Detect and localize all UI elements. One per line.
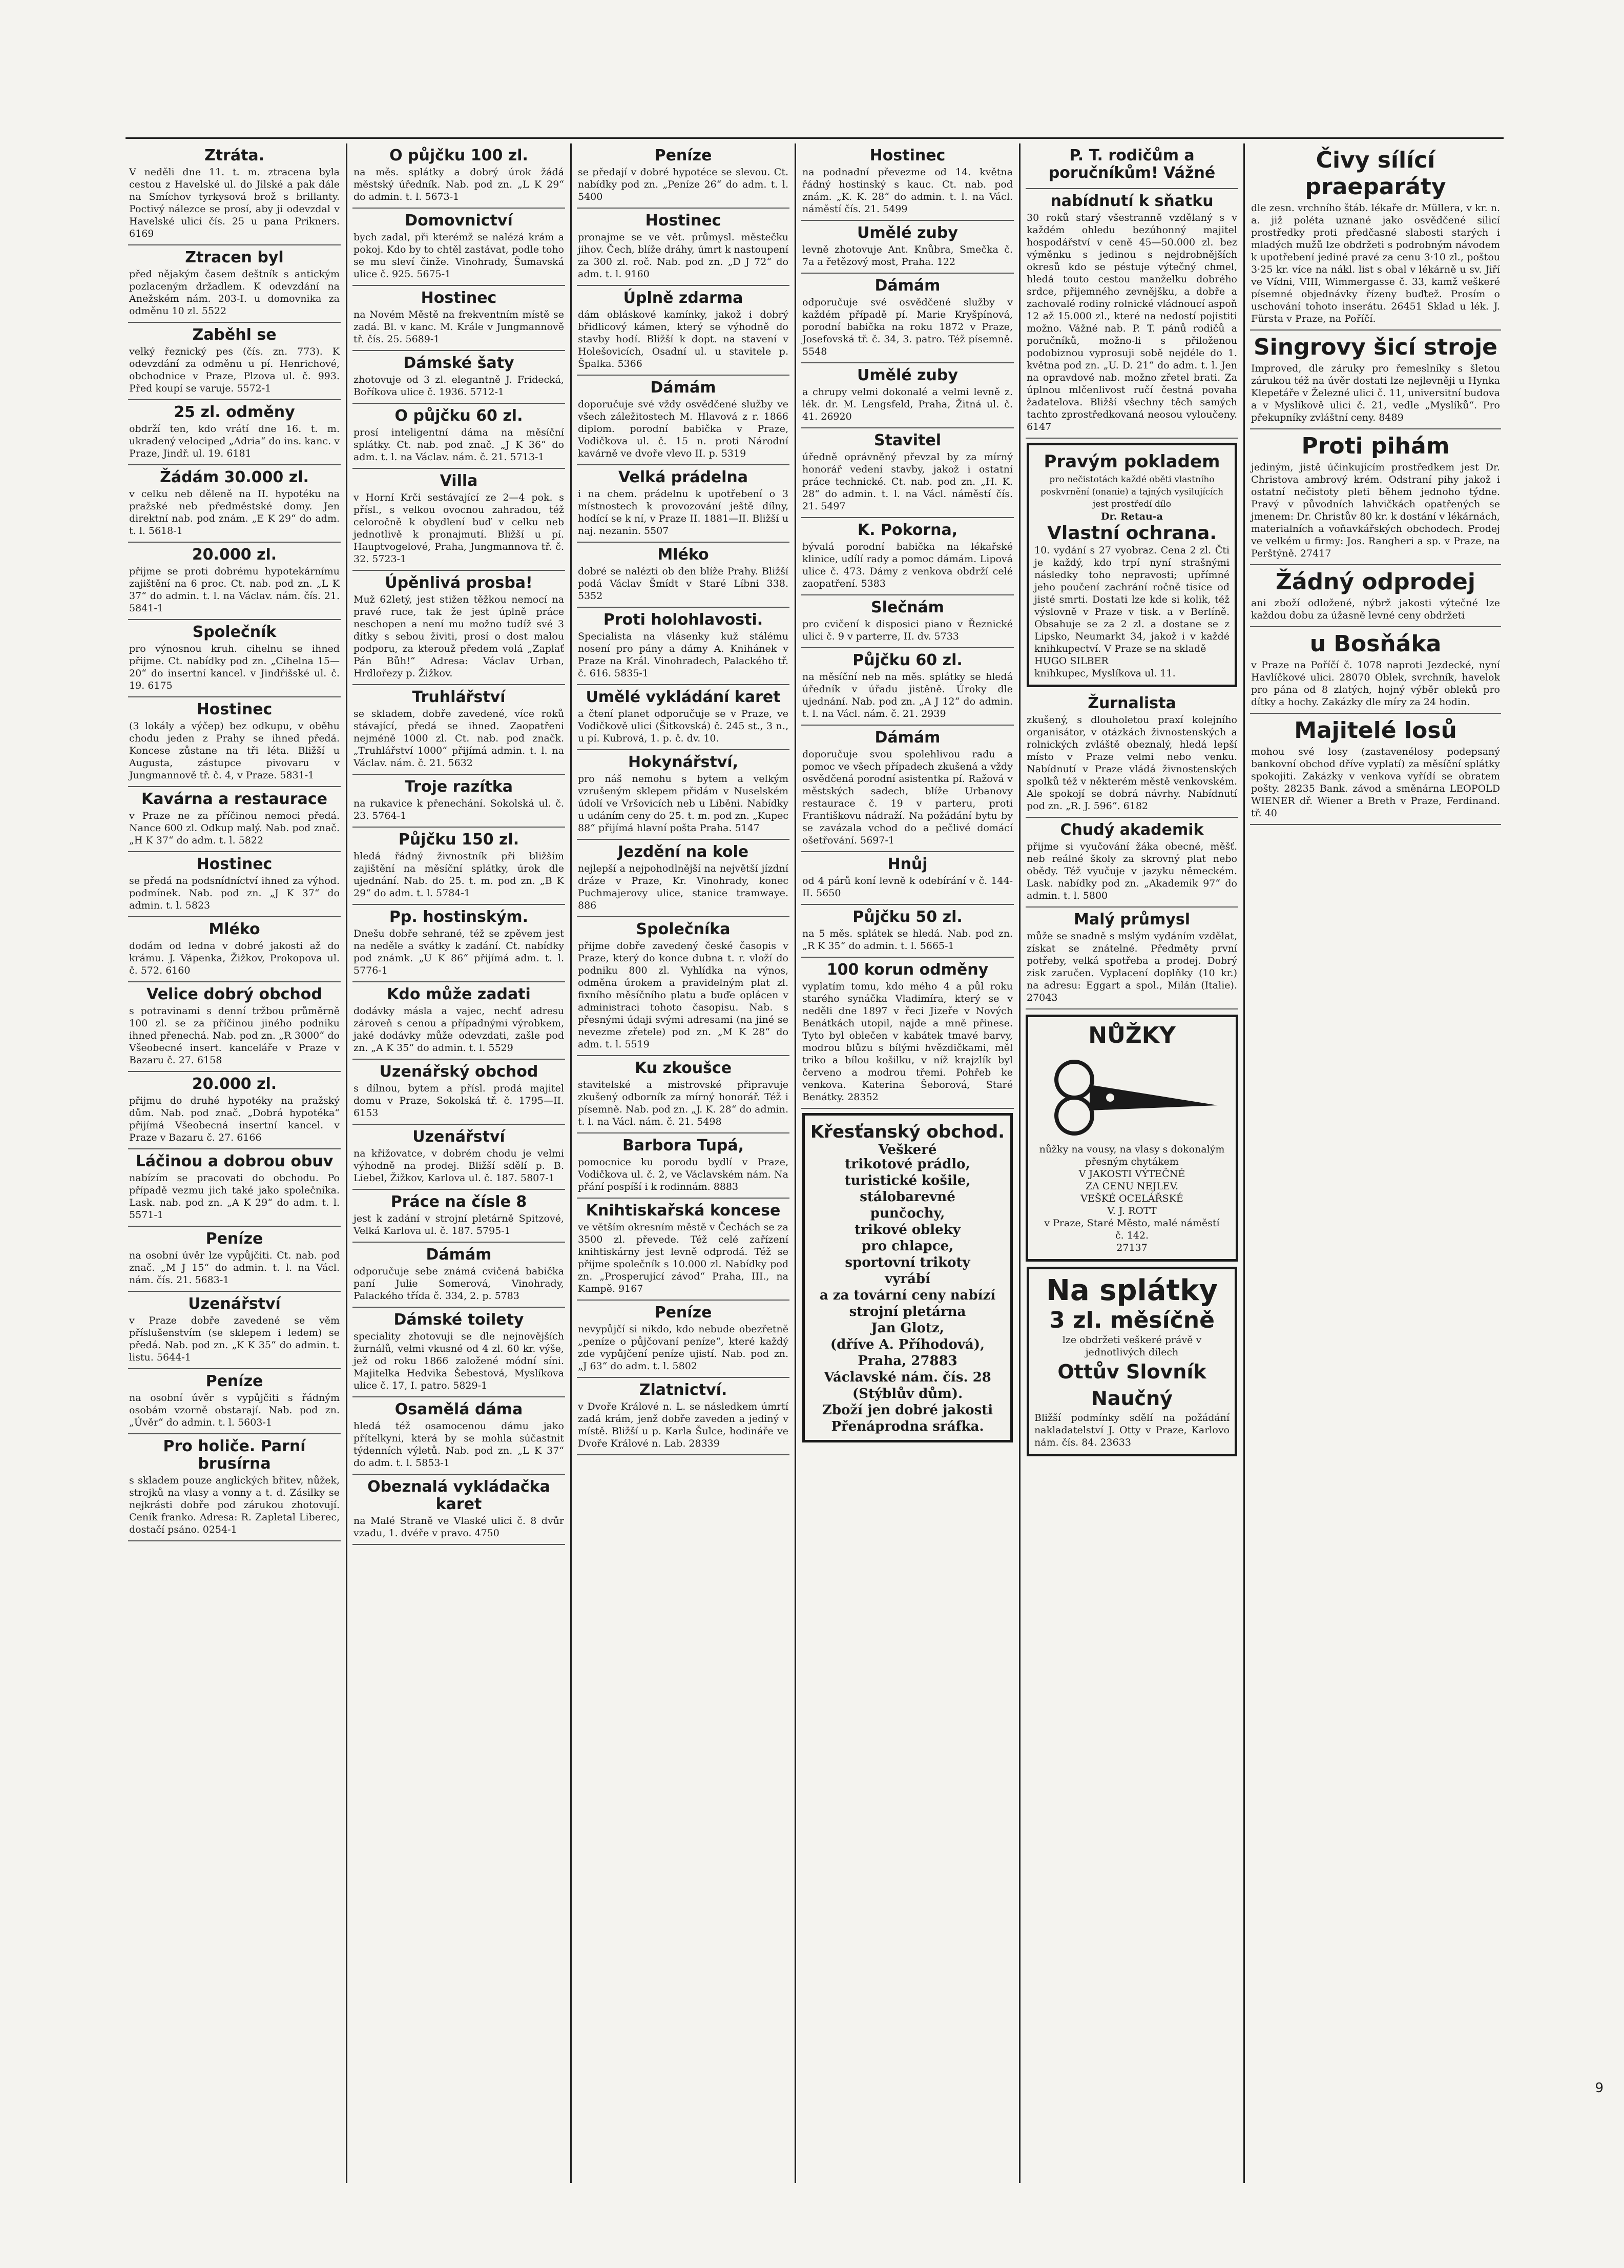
ochrana-headline: Pravým pokladem (1044, 451, 1220, 472)
ad-headline: Knihtiskařská koncese (586, 1202, 781, 1220)
ad-headline: Malý průmysl (1074, 911, 1190, 929)
ad-body: na Malé Straně ve Vlaské ulici č. 8 dvůr vzadu, 1. dvéře v pravo. 4750 (353, 1515, 564, 1539)
ad-body: zhotovuje od 3 zl. elegantně J. Fridecká, Boříkova ulice č. 1936. 5712-1 (353, 374, 564, 398)
ad-body: před nějakým časem deštník s antickým pozlaceným držadlem. K odevzdání na Anežském nám. 203-I. u domovnika za odměnu 10 zl. 5522 (129, 269, 340, 317)
classified-ad (128, 323, 341, 400)
column-5 (1021, 143, 1245, 2183)
ad-body: dodávky másla a vajec, nechť adresu zároveň s cenou a případnými výrobkem, jaké dodávky může odevzdati, zašle pod zn. „A K 35“ do admin. t. l. 5529 (353, 1005, 564, 1054)
ad-body: bývalá porodní babička na lékařské klinice, udílí rady a pomoc dámám. Lipová ulice č. 473. Dámy z venkova obdrží celé zaopatření. 5383 (802, 541, 1013, 589)
ad-body: se předá na podsnídníctví ihned za výhod. podmínek. Nab. pod zn. „J K 37“ do admin. t. l. 5823 (129, 875, 340, 911)
classified-ad (1250, 429, 1501, 565)
ad-body: na osobní úvěr lze vypůjčiti. Ct. nab. pod znač. „M J 15“ do admin. t. l. na Václ. nám. čís. 21. 5683-1 (129, 1250, 340, 1286)
jan-glotz-ad (802, 1113, 1013, 1442)
classified-ad (128, 917, 341, 982)
ad-headline: Uzenářství (412, 1128, 505, 1146)
ad-line: Jan Glotz, (871, 1321, 944, 1336)
ad-headline: Dámám (875, 277, 941, 295)
ad-line: V JAKOSTI VÝTEČNÉ (1078, 1168, 1185, 1180)
ad-headline: Troje razítka (405, 778, 513, 796)
ad-headline: 20.000 zl. (192, 546, 277, 564)
splatky-headline: Na splátky (1046, 1274, 1218, 1307)
ad-headline: Dámám (875, 729, 941, 747)
ad-headline: Hostinec (421, 289, 497, 307)
ad-headline: Ztracen byl (185, 249, 284, 266)
ad-headline: Hokynářství, (628, 753, 739, 771)
ad-body: na měs. splátky a dobrý úrok žádá městský úředník. Nab. pod zn. „L K 29“ do admin. t. l. 5673-1 (353, 167, 564, 202)
classified-ad (577, 840, 789, 917)
ad-body: s skladem pouze anglických břitev, nůžek, strojků na vlasy a vonny a t. d. Zásilky se nejkrásti dobře pod zárukou zhotovují. Ceník franko. Adresa: R. Zapletal Liberec, dostačí psáno. 0254-1 (129, 1475, 340, 1535)
ad-line: Praha, 27883 (858, 1353, 957, 1369)
classified-ad (352, 143, 565, 209)
ad-body: pomocnice ku porodu bydlí v Praze, Vodičkova ul. č. 2, ve Václavském nám. Na přání pospíší i k rodinnám. 8883 (578, 1157, 788, 1192)
ad-body: pronajme se ve vět. průmysl. městečku jihov. Čech, blíže dráhy, úmrt k nastoupení za 300 zl. roč. Nab. pod zn. „D J 72“ do adm. t. l. 9160 (578, 232, 788, 280)
ad-headline: Láčinou a dobrou obuv (135, 1152, 334, 1170)
ad-line: 27137 (1116, 1242, 1148, 1253)
classified-ad (801, 274, 1014, 363)
ad-body: levně zhotovuje Ant. Knůbra, Smečka č. 7a a řetězový most, Praha. 122 (802, 244, 1013, 267)
classified-ad (128, 143, 341, 245)
ad-body: V neděli dne 11. t. m. ztracena byla cestou z Havelské ul. do Jilské a pak dále na Smíchov tyrkysová brož s brillanty. Poctivý nálezce se prosí, aby ji odevzdal v Havelské ulici čís. 25 u pana Prikners. 6169 (129, 167, 340, 239)
ad-body: doporučuje své vždy osvědčené služby ve všech záležitostech M. Hlavová z r. 1866 diplom. porodní babička v Praze, Vodičkova ul. č. 15 n. proti Národní kavárně ve dvoře vlevo II. p. 5319 (578, 399, 788, 459)
classified-ad (352, 1475, 565, 1545)
ad-body: v celku neb děleně na II. hypotéku na pražské neb předměstské domy. Jen direktní nab. pod znám. „E K 29“ do adm. t. l. 5618-1 (129, 488, 340, 537)
classified-ad (352, 828, 565, 905)
ad-headline: Dámské šaty (403, 354, 514, 372)
ad-headline: Majitelé losů (1294, 717, 1457, 744)
classified-ad (577, 750, 789, 840)
ad-headline: Zlatnictví. (639, 1381, 727, 1399)
ad-headline: O půjčku 60 zl. (394, 407, 523, 425)
ad-line: turistické košile, (844, 1173, 971, 1188)
column-4 (796, 143, 1021, 2183)
classified-ad (577, 1301, 789, 1378)
classified-ad (1026, 818, 1238, 908)
ad-body: od 4 párů koní levně k odebírání v č. 144-II. 5650 (802, 875, 1013, 899)
ad-body: jest k zadání v strojní pletárně Spitzové, Velká Karlova ul. č. 187. 5795-1 (353, 1213, 564, 1236)
classified-ad (577, 1133, 789, 1199)
ad-line: a za tovární ceny nabízí (819, 1288, 996, 1303)
classified-ad (801, 363, 1014, 428)
ad-headline: Umělé zuby (857, 366, 958, 384)
classified-ad (801, 852, 1014, 905)
ad-body: Dnešu dobře sehrané, též se zpěvem jest na neděle a svátky k zadání. Ct. nabídky pod známk. „U K 86“ přijímá adm. t. l. 5776-1 (353, 928, 564, 976)
ad-line: (dříve A. Příhodová), (830, 1337, 985, 1352)
classified-ad (128, 1292, 341, 1369)
ad-line: (Stýblův dům). (852, 1386, 963, 1401)
ad-headline: Peníze (654, 1304, 712, 1322)
ad-body: obdrží ten, kdo vrátí dne 16. t. m. ukradený velociped „Adria“ do ins. kanc. v Praze, Jindř. ul. 19. 6181 (129, 423, 340, 459)
ad-line: Zboží jen dobré jakosti (822, 1403, 993, 1418)
ad-body: na osobní úvěr s vypůjčiti s řádným osobám vzorně obstarají. Nab. pod zn. „Úvěr“ do admin. t. l. 5603-1 (129, 1392, 340, 1428)
ad-body: pro výnosnou kruh. cihelnu se ihned přijme. Ct. nabídky pod zn. „Cihelna 15—20“ do insertní kancel. v Jindřišské ul. č. 19. 6175 (129, 643, 340, 691)
ad-headline: Barbora Tupá, (622, 1137, 744, 1154)
ad-line: ZA CENU NEJLEV. (1085, 1181, 1179, 1192)
ad-headline: Obeznalá vykládačka karet (367, 1478, 550, 1513)
ad-headline: Mléko (657, 546, 709, 564)
ad-headline: Velice dobrý obchod (147, 985, 322, 1003)
ad-line: č. 142. (1115, 1230, 1149, 1241)
ad-headline: 25 zl. odměny (174, 403, 295, 421)
ad-body: na podnadní převezme od 14. května řádný hostinský s kauc. Ct. nab. pod znám. „K. K. 28“ do admin. t. l. na Václ. náměstí čís. 21. 5499 (802, 167, 1013, 215)
ad-line: punčochy, (870, 1206, 945, 1221)
ad-body: ve větším okresním městě v Čechách se za 3500 zl. převede. Též celé zařízení knihtiskárny jest levně odprodá. Též se přijme společník s 10.000 zl. Nabídky pod zn. „Prosperující závod“ Praha, III., na Kampě. 9167 (578, 1222, 788, 1294)
classified-ad (128, 1149, 341, 1227)
ad-headline: Umělé vykládání karet (586, 688, 781, 706)
ad-line: knihkupec, Myslíkova ul. 11. (1034, 668, 1176, 679)
ad-body: a chrupy velmi dokonalé a velmi levně z. lék. dr. M. Lengsfeld, Praha, Žitná ul. č. 41. 26920 (802, 386, 1013, 422)
classified-ad (577, 465, 789, 543)
vlastni-ochrana-ad (1027, 443, 1237, 687)
ad-headline: Uzenářský obchod (379, 1063, 538, 1081)
classified-ad (352, 1125, 565, 1190)
ad-headline: Společník (192, 623, 277, 641)
classified-ad (128, 400, 341, 465)
ad-headline: P. T. rodičům a poručníkům! Vážné (1048, 147, 1216, 182)
classified-ad (128, 543, 341, 620)
ad-headline: u Bosňáka (1309, 631, 1442, 657)
ad-body: i na chem. prádelnu k upotřebení o 3 místnostech k provozování ještě dílny, hodící se k ní, v Praze II. 1881—II. Bližší u naj. nezanin. 5507 (578, 488, 788, 537)
ad-headline: Žádný odprodej (1276, 569, 1475, 595)
ochrana-author: Dr. Retau-a (1101, 511, 1163, 522)
classified-ad (577, 917, 789, 1056)
column-1 (123, 143, 347, 2183)
ad-headline: O půjčku 100 zl. (389, 147, 528, 164)
ad-body: dodám od ledna v dobré jakosti až do krámu. J. Vápenka, Žižkov, Prokopova ul. č. 572. 6160 (129, 940, 340, 976)
ad-headline: Peníze (205, 1230, 263, 1248)
classified-ad (1026, 691, 1238, 818)
ad-body: v Praze na Poříčí č. 1078 naproti Jezdecké, nyní Havlíčkové ulici. 28070 Oblek, svrchník, havelok pro pána od 8 zlatých, hojný výběr obleků pro dítky a hochy. Zakázky dle míry za 24 hodin. (1251, 659, 1500, 708)
classified-ad (577, 143, 789, 209)
classified-ad (577, 286, 789, 376)
ad-body: mohou své losy (zastavenélosy podepsaný bankovní obchod dříve vyplatí) za měsíční splátky spokojiti. Zakázky v venkova vyřídí se obratem pošty. 28235 Bank. závod a směnárna LEOPOLD WIENER dř. Wiener a Breth v Praze, Ferdinand. tř. 40 (1251, 746, 1500, 819)
classified-ad (128, 1434, 341, 1541)
ad-headline: Společníka (636, 920, 731, 938)
classified-ad (577, 543, 789, 608)
classified-ad (128, 245, 341, 323)
classified-ad (577, 376, 789, 465)
ad-headline: Hostinec (869, 147, 946, 164)
ad-headline: Hostinec (196, 700, 273, 718)
ad-body: pro náš nemohu s bytem a velkým vzrušeným sklepem přidám v Nuselském údolí ve Vršovicích neb u Liběni. Nabídky u udáním ceny do 25. t. m. pod zn. „Kupec 88“ přijímá hlavní pošta Praha. 5147 (578, 773, 788, 834)
ad-body: a čtení planet odporučuje se v Praze, ve Vodičkově ulici (Šitkovská) č. 245 st., 3 n., u pí. Kubrová, 1. p. č. dv. 10. (578, 708, 788, 744)
ad-line: nůžky na vousy, na vlasy s dokonalým přesným chytákem (1039, 1144, 1225, 1167)
ad-headline: Velká prádelna (618, 468, 748, 486)
ad-headline: Úpěnlivá prosba! (385, 574, 533, 592)
classified-ad (577, 1199, 789, 1301)
ad-headline: Pro holiče. Parní brusírna (163, 1437, 306, 1473)
ad-headline: 100 korun odměny (826, 961, 989, 979)
ad-body: hledá řádný živnostník při bližším zajištění na měsíční splátky, úrok dle ujednání. Nab. do 25. t. m. pod zn. „B K 29“ do adm. t. l. 5784-1 (353, 851, 564, 899)
ad-headline: 20.000 zl. (192, 1075, 277, 1093)
ad-body: doporučuje svou spolehlivou radu a pomoc ve všech případech zkušená a vždy osvědčená porodní asistentka pí. Ražová v městských sadech, blíže Urbanovy restaurace č. 19 v parteru, proti Františkovu nádraží. Na požádání bytu by se zavázala vchod do a pečlivé domácí ošetřování. 5697-1 (802, 749, 1013, 846)
ad-body: nevypůjčí si nikdo, kdo nebude obezřetně „peníze o půjčovaní peníze“, které každý zde vypůjčení peníze ujistí. Nab. pod zn. „J 63“ do adm. t. l. 5802 (578, 1324, 788, 1372)
ad-headline: Peníze (205, 1372, 263, 1390)
glotz-sub: Veškeré (878, 1142, 937, 1158)
ad-headline: Žádám 30.000 zl. (160, 468, 309, 486)
ad-headline: Zaběhl se (192, 326, 277, 344)
page-number: 9 (1595, 2080, 1604, 2096)
classified-ad (128, 1227, 341, 1292)
ad-body: přijme se proti dobrému hypotekárnímu zajištění na 6 proc. Ct. nab. pod zn. „L K 37“ do admin. t. l. na Václav. nám. čís. 21. 5841-1 (129, 566, 340, 614)
column-6 (1245, 143, 1506, 2183)
ad-body: nejlepší a nejpohodlnější na největší jízdní dráze v Praze, Kr. Vinohrady, konec Puchmajerovy ulice, stanice tramwaye. 886 (578, 863, 788, 911)
ad-headline: Práce na čísle 8 (390, 1193, 527, 1211)
ad-headline: Kavárna a restaurace (141, 790, 327, 808)
ad-headline: Stavitel (873, 431, 941, 449)
ad-line: Václavské nám. čís. 28 (824, 1370, 991, 1385)
ad-body: dám obláskové kamínky, jakož i dobrý břidlicový kámen, který se výhodně do stavby hodí. Bližší k dopt. na stavení v Holešovicích, Osadní ul. u stavitele p. Špalka. 5366 (578, 309, 788, 369)
ochrana-title: Vlastní ochrana. (1047, 523, 1217, 544)
ad-headline: Pp. hostinským. (389, 908, 529, 926)
classified-ad (352, 286, 565, 351)
ad-body: se předají v dobré hypotéce se slevou. Ct. nabídky pod zn. „Peníze 26“ do adm. t. l. 5400 (578, 167, 788, 202)
ad-body: Improved, dle záruky pro řemeslníky s šletou zárukou též na úvěr dostati lze nejlevněji u Hynka Klepetáře v Železné ulici č. 11, universitní budova a v Myslíkově ulici č. 21, vedle „Myslíků“. Pro překupníky zvláštní ceny. 8489 (1251, 363, 1500, 423)
ochrana-sub: pro nečistotách každé oběti vlastního poskvrnění (onanie) a tajných vysilujících jest prostředí dílo (1040, 475, 1224, 509)
ad-body: přijme dobře zavedený české časopis v Praze, který do konce dubna t. r. vloží do podniku 800 zl. Vyhlídka na výnos, odměna úrokem a pravidelným plat zl. fixního měsíčního platu a buďe oplácen v administraci tohoto časopisu. Nab. s přesnými údaji svými adresami (na jiné se nevezme zřetele) pod zn. „M K 28“ do adm. t. l. 5519 (578, 940, 788, 1050)
ad-headline: Singrovy šicí stroje (1253, 334, 1498, 360)
classified-ad (352, 404, 565, 469)
shears-ad (1026, 1015, 1238, 1262)
classified-ad (128, 620, 341, 697)
ad-headline: Kdo může zadati (387, 985, 531, 1003)
classified-ad (577, 1378, 789, 1455)
ad-body: jediným, jistě účinkujícím prostředkem jest Dr. Christova ambrový krém. Odstraní pihy jakož i ostatní nečistoty pleti během jednoho týdne. Pravý v původních lahvičkách opatřených se jmenem: Dr. Christův 80 kr. k dostání v lékárnách, materialních a voňavkářských obchodech. Prodej ve velkém u firmy: Jos. Rangheri a sp. v Praze, na Perštýně. 27417 (1251, 462, 1500, 559)
ad-headline: Žurnalista (1088, 694, 1176, 712)
classified-ad (128, 982, 341, 1072)
classified-ad (352, 209, 565, 286)
ad-body: (3 lokály a výčep) bez odkupu, v oběhu chodu jeden z Prahy se ihned předá. Koncese zůstane na tři léta. Bližší u Augusta, zástupce pivovaru v Jungmannově tř. č. 4, v Praze. 5831-1 (129, 720, 340, 781)
classified-ad (128, 465, 341, 543)
classified-ad (352, 775, 565, 828)
ad-line: trikové obleky (855, 1222, 961, 1238)
ad-body: dle zesn. vrchního štáb. lékaře dr. Müllera, v kr. n. a. již poléta uznané jako osvědčené silicí prostředky proti předčasné slabosti starých i mladých mužů lze obdržeti s podrobným návodem k upotřebení jediné pravé za cenu 3·10 zl., poštou 3·25 kr. více na nákl. list s obal v lékárně u sv. Jiří ve Vídni, VIII, Wimmergasse č. 33, kamž veškeré písemné objednávky řízeny buďtež. Prosím o uschování tohoto inserátu. 26451 Sklad u lék. J. Fürsta v Praze, na Poříčí. (1251, 202, 1500, 324)
ad-headline: Půjčku 50 zl. (852, 908, 963, 926)
classified-ad (128, 1369, 341, 1434)
ad-headline: Truhlářství (412, 688, 506, 706)
splatky-title: Ottův Slovník Naučný (1057, 1360, 1206, 1410)
classified-ad (352, 982, 565, 1060)
column-2 (347, 143, 572, 2183)
ad-body: dobré se nalézti ob den blíže Prahy. Bližší podá Václav Šmídt v Staré Líbni 338. 5352 (578, 566, 788, 602)
ad-body: speciality zhotovuji se dle nejnovějších žurnálů, velmi vkusné od 4 zl. 60 kr. výše, jež od roku 1866 založené módní síni. Majitelka Hedvika Šebestová, Myslíkova ulice č. 17, I. patro. 5829-1 (353, 1331, 564, 1391)
classified-ad (801, 595, 1014, 648)
classified-ad (128, 1072, 341, 1149)
ad-headline: Proti pihám (1301, 433, 1450, 459)
ad-body: stavitelské a mistrovské připravuje zkušený odborník za mírný honorář. Též i písemně. Nab. pod zn. „J. K. 28“ do admin. t. l. na Václ. nám. č. 21. 5498 (578, 1079, 788, 1127)
ad-body: na měsíční neb na měs. splátky se hledá úředník v úřadu jistěně. Úroky dle ujednání. Nab. pod zn. „A J 12“ do admin. t. l. na Václ. nám. č. 21. 2939 (802, 671, 1013, 719)
ad-body: pro cvičení k disposici piano v Řeznické ulici č. 9 v parterre, II. dv. 5733 (802, 618, 1013, 642)
ad-body: může se snadně s mslým vydáním vzdělat, získat se znátelné. Předměty první potřeby, velká spotřeba a prodej. Dobrý zisk zaručen. Vyplacení doplňky (10 kr.) na adresu: Eggart a spol., Milán (Italie). 27043 (1027, 931, 1237, 1003)
ad-body: v Horní Krči sestávající ze 2—4 pok. s přísl., s velkou ovocnou zahradou, též celoročně k obydlení buď v celku neb jednotlivě k pronajmutí. Bližší u pí. Hauptvogelové, Praha, Jungmannova tř. č. 32. 5723-1 (353, 492, 564, 565)
classified-ad (352, 905, 565, 982)
classified-ad (1250, 565, 1501, 627)
classified-ad (577, 608, 789, 685)
ad-headline: Ztráta. (204, 147, 265, 164)
ad-headline: Chudý akademik (1060, 821, 1204, 839)
ad-line: stálobarevné (860, 1189, 955, 1205)
ad-headline: Dámám (426, 1246, 492, 1264)
classified-ad (352, 1243, 565, 1308)
ad-body: nabízím se pracovati do obchodu. Po případě vezmu jich také jako společníka. Lask. nab. pod zn. „A K 29“ do adm. t. l. 5571-1 (129, 1172, 340, 1221)
classified-ad (801, 518, 1014, 595)
ad-line: strojní pletárna (849, 1304, 966, 1319)
ad-body: na 5 měs. splátek se hledá. Nab. pod zn. „R K 35“ do admin. t. l. 5665-1 (802, 928, 1013, 952)
classified-ad (801, 958, 1014, 1109)
ad-line: VEŠKÉ OCELÁŘSKÉ (1080, 1193, 1183, 1204)
classified-ad (1250, 714, 1501, 825)
ad-body: v Praze dobře zavedené se věm příslušenstvím (se sklepem i ledem) se předá. Nab. pod zn. „K K 35“ do admin. t. listu. 5644-1 (129, 1315, 340, 1363)
ad-headline: Dámské toilety (393, 1311, 524, 1329)
ad-body: v Dvoře Králové n. L. se následkem úmrtí zadá krám, jenž dobře zaveden a jediný v místě. Bližší u p. Karla Šulce, hodináře ve Dvoře Králové n. Lab. 28339 (578, 1401, 788, 1449)
classified-ad (352, 469, 565, 571)
ad-body: vyplatím tomu, kdo mého 4 a půl roku starého synáčka Vladimíra, který se v neděli dne 1897 v řeci Jizeře v Nových Benátkách utopil, najde a mně přinese. Tyto byl oblečen v kabátek tmavé barvy, modrou blůzu s bílými hvězdičkami, měl triko a bílou košilku, v níž krajzlík byl červeno a modrou třemi. Pohřeb ke venkova. Katerina Šeborová, Staré Benátky. 28352 (802, 981, 1013, 1103)
ad-body: se skladem, dobře zavedené, více roků stávající, předá se ihned. Zaopatřeni nejméně 1000 zl. Ct. nab. pod značk. „Truhlářství 1000“ přijímá admin. t. l. na Václav. nám. č. 21. 5632 (353, 708, 564, 769)
ad-body: 30 roků starý všestranně vzdělaný s v každém ohledu bezúhonný majitel hospodářství v ceně 45—50.000 zl. bez výměnku s jedinou s nejdrobnějších okresů kdo se péstuje výtečný chmel, hledá touto cestou manželku dobrého srdce, přijemného zevnějšku, a dobře a zachovalé rodiny rolnické vládnoucí aspoň 12 až 15.000 zl., které na nedostí pojistiti možno. Vážné nab. P. T. pánů rodičů a poručníků, možno-li s přiloženou podobiznou vyprosuji sobě nejdéle do 1. května pod zn. „U. D. 21“ do adm. t. l. Jen na opravdové nab. možno zřetel brati. Za úplnou mlčenlivost ručí čestná povaha žadatelova. Bližší všechny těch samých tachto zprostředkovaná neosou vyloučeny. 6147 (1027, 212, 1237, 432)
classified-ad (1026, 189, 1238, 439)
ad-headline: Proti holohlavosti. (603, 611, 763, 629)
ad-body: na křižovatce, v dobrém chodu je velmi výhodně na prodej. Bližší sdělí p. B. Liebel, Žižkov, Karlova ul. č. 187. 5807-1 (353, 1148, 564, 1184)
ad-headline: Hostinec (645, 212, 721, 230)
ad-headline: nabídnutí k sňatku (1050, 192, 1214, 210)
classified-ad (352, 1397, 565, 1475)
top-rule (126, 137, 1504, 139)
classified-ad (352, 1190, 565, 1243)
ad-body: prosí inteligentní dáma na měsíční splátky. Ct. nab. pod znač. „J K 36“ do adm. t. l. na Václav. nám. č. 21. 5713-1 (353, 427, 564, 463)
ad-body: Specialista na vlásenky kuž stálému nosení pro pány a dámy A. Knihánek v Praze na Král. Vinohradech, Palackého tř. č. 616. 5835-1 (578, 631, 788, 679)
glotz-headline: Křesťanský obchod. (810, 1122, 1005, 1142)
ad-line: sportovní trikoty (845, 1255, 970, 1270)
classified-ad (1250, 331, 1501, 429)
ad-headline: Hnůj (887, 855, 928, 873)
classified-ad (352, 1060, 565, 1125)
ad-body: hledá též osamocenou dámu jako přítelkyni, která by se mohla súčastnit týdenních výletů. Nab. pod zn. „L K 37“ do adm. t. l. 5853-1 (353, 1420, 564, 1469)
ad-headline: Villa (440, 472, 478, 490)
ad-line: V. J. ROTT (1107, 1205, 1157, 1217)
ad-body: s potravinami s denní tržbou průměrně 100 zl. se za příčinou jiného podniku ihned přenechá. Nab. pod zn. „R 3000“ do Všeobecné insert. kanceláře v Praze v Bazaru č. 27. 6158 (129, 1005, 340, 1066)
ad-body: velký řeznický pes (čís. zn. 773). K odevzdání za odměnu u pí. Henrichové, obchodnice v Praze, Plzova ul. č. 993. Před koupí se varuje. 5572-1 (129, 346, 340, 394)
ad-body: odporučuje své osvědčené služby v každém případě pí. Marie Kryšpínová, porodní babička na roku 1872 v Praze, Josefovská tř. č. 34, 3. patro. Též písemně. 5548 (802, 297, 1013, 357)
ad-headline: Úplně zdarma (623, 289, 743, 307)
classified-ad (801, 221, 1014, 274)
splatky-text: lze obdržeti veškeré právě v jednotlivých dílech (1062, 1334, 1202, 1358)
ad-line: 10. vydání s 27 vyobraz. Cena 2 zl. Čti je každý, kdo trpí nyní strašnými následky toho nepravosti; upřímné jeho poučení zachrání ročně tisíce od jisté smrti. Dostati lze kde si kolik, též výslovně v Praze v tisk. a v Berlíně. Obsahuje se za 2 zl. a dostane se z Lipsko, Neumarkt 34, jakož i v každé knihkupectví. V Praze se na skladě (1034, 545, 1230, 654)
ad-body: s dílnou, bytem a přísl. prodá majitel domu v Praze, Sokolská tř. č. 1795—II. 6153 (353, 1083, 564, 1119)
ad-line: vyrábí (885, 1271, 930, 1287)
ad-line: trikotové prádlo, (845, 1157, 970, 1172)
ad-body: bych zadal, při kterémž se nalézá krám a pokoj. Kdo by to chtěl zastávat, podle toho se mu sleví činže. Vinohrady, Šumavská ulice č. 925. 5675-1 (353, 232, 564, 280)
classified-ad (801, 143, 1014, 221)
ad-body: na Novém Městě na frekventním místě se zadá. Bl. v kanc. M. Krále v Jungmannově tř. čís. 25. 5689-1 (353, 309, 564, 345)
ad-line: HUGO SILBER (1034, 655, 1109, 667)
classified-ad (1026, 908, 1238, 1009)
classified-ad (1250, 627, 1501, 714)
ad-headline: Umělé zuby (857, 224, 958, 242)
column-3 (572, 143, 796, 2183)
ad-headline: Půjčku 150 zl. (398, 831, 519, 849)
classified-ad (801, 648, 1014, 726)
classified-ad (128, 787, 341, 852)
classified-ad (128, 697, 341, 787)
classified-ad (1026, 143, 1238, 189)
ad-body: zkušený, s dlouholetou praxí kolejního organisátor, v otázkách živnostenských a rolnických zvláště obeznalý, hledá lepší místo v Praze velmi nebo venku. Nabídnutí v Praze vládá živnostenských spolků též v některém městě venkovském. Ale spokojí se dobrá návrhy. Nabídnutí pod zn. „R. J. 596“. 6182 (1027, 714, 1237, 812)
classified-ad (128, 852, 341, 917)
classified-ad (801, 726, 1014, 852)
splatky-footer: Bližší podmínky sdělí na požádání nakladatelství J. Otty v Praze, Karlovo nám. čís. 84. 23633 (1034, 1412, 1230, 1448)
ad-headline: Čivy sílící praeparáty (1305, 147, 1446, 200)
classified-ad (577, 685, 789, 750)
ad-headline: Peníze (654, 147, 712, 164)
classified-ad (352, 351, 565, 404)
ad-headline: Slečnám (871, 599, 944, 616)
ad-body: přijme si vyučování žáka obecné, měšť. neb reálné školy za skrovný plat nebo obědy. Též vyučuje v jazyku německém. Lask. nabídky pod zn. „Akademik 97“ do admin. t. l. 5800 (1027, 841, 1237, 901)
ad-body: v Praze ne za příčinou nemoci předá. Nance 600 zl. Odkup malý. Nab. pod znač. „H K 37“ do adm. t. l. 5822 (129, 810, 340, 846)
ad-headline: Půjčku 60 zl. (852, 651, 963, 669)
ad-headline: Domovnictví (405, 212, 513, 230)
ad-headline: Dámám (650, 379, 716, 397)
shears-name: NŮŽKY (1088, 1022, 1176, 1048)
ad-headline: Mléko (209, 920, 260, 938)
ad-body: na rukavice k přenechání. Sokolská ul. č. 23. 5764-1 (353, 798, 564, 821)
ad-body: Muž 62letý, jest stižen těžkou nemocí na pravé ruce, tak že jest úplně práce neschopen a není mu možno tudíž své 3 dítky s sebou živiti, prosí o dost malou podporu, za kterouž předem volá „Zaplať Pán Bůh!“ Adresa: Václav Urban, Hrdlořezy p. Žižkov. (353, 594, 564, 679)
classified-ad (801, 428, 1014, 518)
classified-ad (352, 685, 565, 775)
ad-headline: Uzenářství (188, 1295, 281, 1313)
ad-body: odporučuje sebe známá cvičená babička paní Julie Somerová, Vinohrady, Palackého třída č. 334, 2. p. 5783 (353, 1266, 564, 1302)
ad-headline: Osamělá dáma (394, 1400, 523, 1418)
splatky-line2: 3 zl. měsíčně (1049, 1307, 1215, 1333)
classified-grid (123, 143, 1506, 2183)
classified-ad (801, 905, 1014, 958)
ad-body: úředně oprávněný převzal by za mírný honorář vedení stavby, jakož i ostatní práce technické. Ct. nab. pod zn. „H. K. 28“ do admin. t. l. na Václ. náměstí čís. 21. 5497 (802, 451, 1013, 512)
ad-body: přijmu do druhé hypotéky na pražský dům. Nab. pod znač. „Dobrá hypotéka“ přijímá Všeobecná insertní kancel. v Praze v Bazaru č. 27. 6166 (129, 1095, 340, 1143)
classified-ad (1250, 143, 1501, 331)
ad-line: Přenáprodna sráfka. (831, 1419, 984, 1434)
shears-icon (1033, 1049, 1228, 1141)
classified-ad (352, 1308, 565, 1397)
ad-headline: Ku zkoušce (634, 1059, 732, 1077)
ad-line: pro chlapce, (861, 1239, 954, 1254)
ad-body: ani zboží odložené, nýbrž jakosti výtečné lze každou dobu za úžasně levné ceny obdržeti (1251, 597, 1500, 621)
classified-ad (577, 209, 789, 286)
ad-headline: Jezdění na kole (617, 843, 749, 861)
splatky-ad (1027, 1267, 1237, 1456)
classified-ad (352, 571, 565, 685)
ad-headline: K. Pokorna, (857, 521, 958, 539)
ad-headline: Hostinec (196, 855, 273, 873)
classified-ad (577, 1056, 789, 1133)
ad-line: v Praze, Staré Město, malé náměstí (1044, 1218, 1220, 1229)
